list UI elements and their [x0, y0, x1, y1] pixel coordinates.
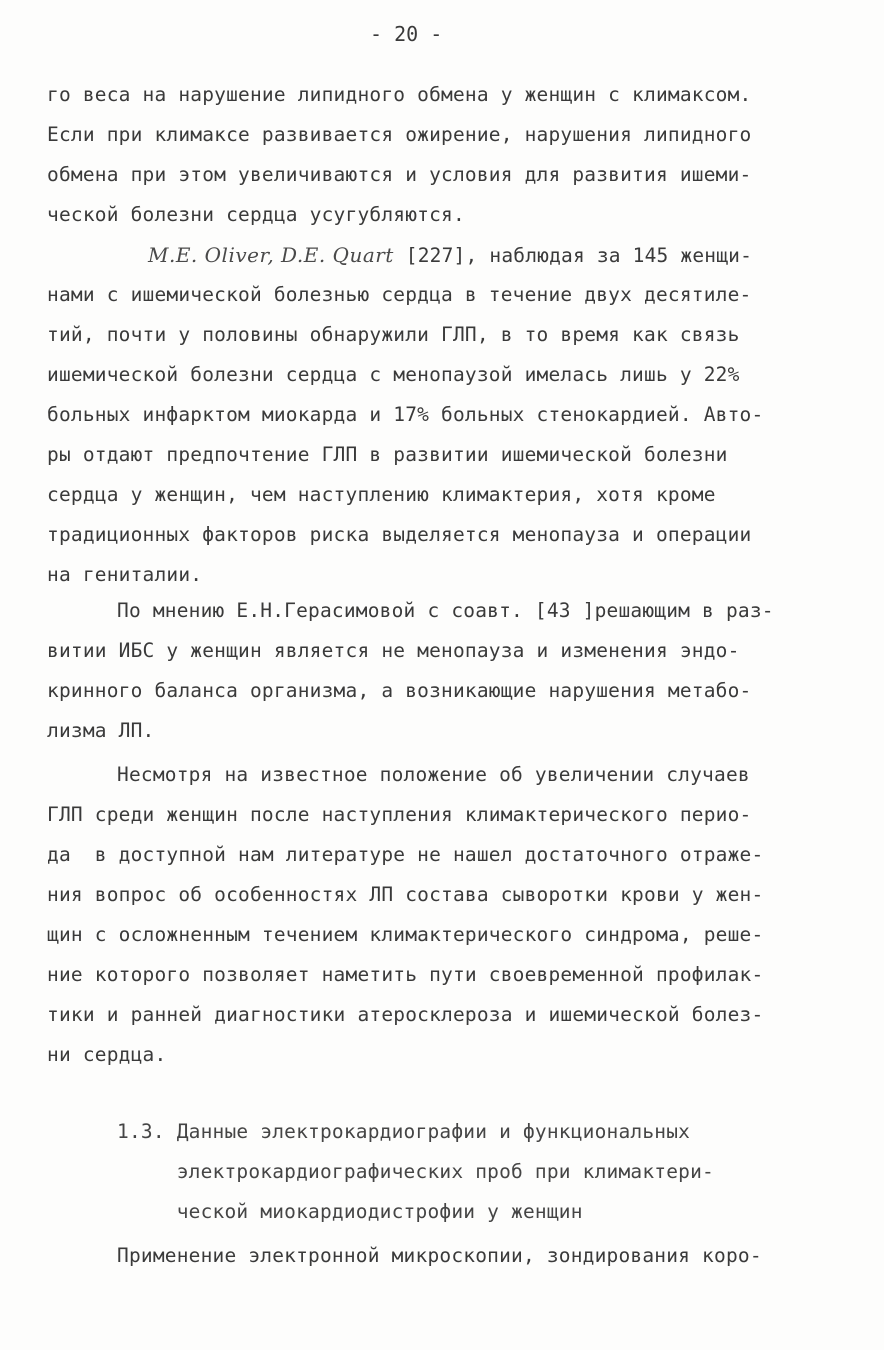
page-number: - 20 - [370, 22, 443, 46]
text-line: ры отдают предпочтение ГЛП в развитии ишемической болезни [47, 443, 728, 466]
text-line: щин с осложненным течением климактерического синдрома, реше- [47, 923, 764, 946]
text-line: больных инфарктом миокарда и 17% больных стенокардией. Авто- [47, 403, 764, 426]
text-line: кринного баланса организма, а возникающие нарушения метабо- [47, 679, 752, 702]
text-line: ния вопрос об особенностях ЛП состава сыворотки крови у жен- [47, 883, 764, 906]
section-heading: электрокардиографических проб при климактери- [117, 1160, 714, 1183]
text-line: ние которого позволяет наметить пути своевременной профилак- [47, 963, 764, 986]
text-line: лизма ЛП. [47, 719, 155, 742]
text-line: ГЛП среди женщин после наступления климактерического перио- [47, 803, 752, 826]
text-line [148, 243, 752, 268]
text-line: Несмотря на известное положение об увеличении случаев [117, 763, 750, 786]
text-line: тики и ранней диагностики атеросклероза и ишемической болез- [47, 1003, 764, 1026]
text-line: ческой болезни сердца усугубляются. [47, 203, 465, 226]
text-line: го веса на нарушение липидного обмена у женщин с климаксом. [47, 83, 752, 106]
text-line: Применение электронной микроскопии, зондирования коро- [117, 1244, 762, 1267]
text-line: сердца у женщин, чем наступлению климактерия, хотя кроме [47, 483, 716, 506]
text-line: обмена при этом увеличиваются и условия для развития ишеми- [47, 163, 752, 186]
text-line: тий, почти у половины обнаружили ГЛП, в то время как связь [47, 323, 740, 346]
text-line: на гениталии. [47, 563, 203, 586]
text-line: По мнению Е.Н.Герасимовой с соавт. [43 ]решающим в раз- [117, 599, 774, 622]
section-heading: ческой миокардиодистрофии у женщин [117, 1200, 583, 1223]
section-heading: 1.3. Данные электрокардиографии и функциональных [117, 1120, 691, 1143]
text-line: витии ИБС у женщин является не менопауза и изменения эндо- [47, 639, 740, 662]
text-line: нами с ишемической болезнью сердца в течение двух десятиле- [47, 283, 752, 306]
text-line: да в доступной нам литературе не нашел достаточного отраже- [47, 843, 764, 866]
text-line-rest: [227], наблюдая за 145 женщи- [393, 244, 753, 267]
text-line: традиционных факторов риска выделяется менопауза и операции [47, 523, 752, 546]
text-line: ишемической болезни сердца с менопаузой имелась лишь у 22% [47, 363, 740, 386]
text-line: ни сердца. [47, 1043, 167, 1066]
handwritten-authors: M.E. Oliver, D.E. Quart [148, 243, 394, 267]
text-line: Если при климаксе развивается ожирение, нарушения липидного [47, 123, 752, 146]
